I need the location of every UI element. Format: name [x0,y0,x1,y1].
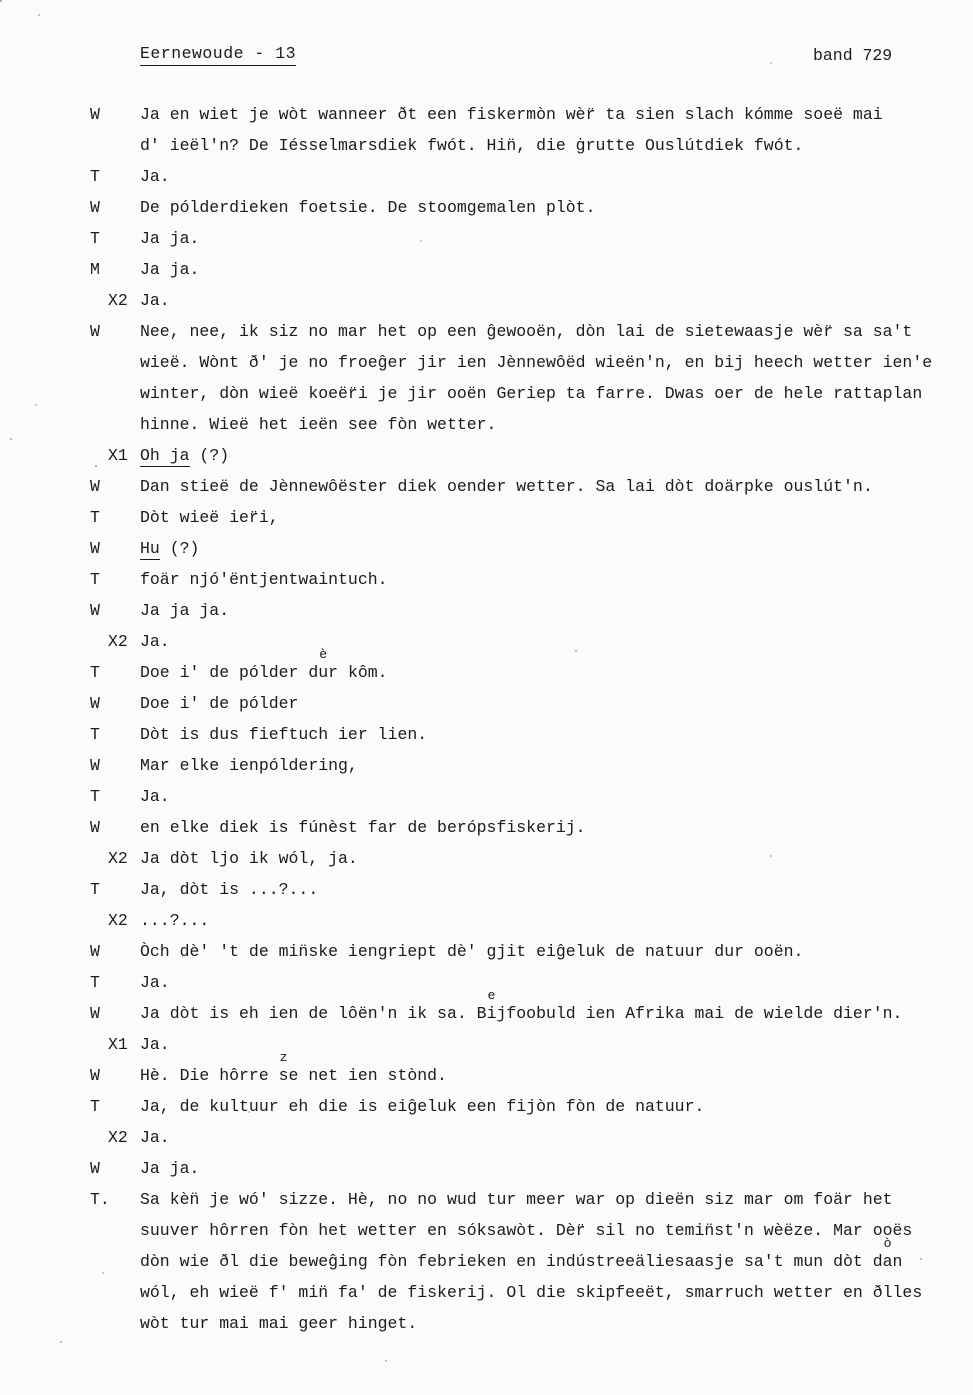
dialogue-turn [90,223,958,254]
text-segment: hinne. Wieë het ieën see fòn wetter. [140,415,497,434]
speech-text [140,161,958,192]
text-segment: suuver hôrren fòn het wetter en sóksawòt. Dèr̈ sil no temin̈st'n wèëze. Mar ooës [140,1221,913,1240]
speech-text [140,192,958,223]
speaker-label: X2 [108,632,128,651]
speaker-label: W [90,1004,100,1023]
dialogue-turn [90,812,958,843]
speech-text [140,688,958,719]
speaker-label: W [90,198,100,217]
dialogue-turn [90,843,958,874]
speech-text [140,316,958,440]
speech-text [140,874,958,905]
speech-text [140,471,958,502]
speaker-label: X2 [108,1128,128,1147]
page-title: Eernewoude - 13 [140,44,296,66]
dialogue-line [140,1184,958,1215]
dialogue-line [140,409,958,440]
dialogue-turn [90,440,958,471]
dialogue-line [140,99,958,130]
speech-text [140,1091,958,1122]
inserted-char-above: i e [486,988,497,1023]
dialogue-line [140,719,958,750]
dialogue-line [140,750,958,781]
dialogue-turn [90,750,958,781]
dialogue-turn [90,936,958,967]
speaker-label: T [90,663,100,682]
dialogue-line [140,1029,958,1060]
dialogue-line [140,471,958,502]
speaker-label: W [90,1066,100,1085]
dialogue-line [140,647,958,688]
text-segment: wól, eh wieë f' min̈ fa' de fiskerij. Ol die skipfeeët, smarruch wetter en ðlles [140,1283,923,1302]
speech-text [140,1029,958,1060]
text-segment: Ja ja ja. [140,601,230,620]
speech-text [140,626,958,657]
text-segment: Ja ja. [140,260,200,279]
text-segment: Ja, de kultuur eh die is eiĝeluk een fijòn fòn de natuur. [140,1097,705,1116]
text-segment: Doe i' de pólder [140,694,299,713]
text-segment: Mar elke ienpóldering, [140,756,358,775]
dialogue-turn [90,161,958,192]
dialogue-line [140,874,958,905]
text-segment: Ja. [140,1035,170,1054]
dialogue-turn [90,1184,958,1339]
speech-text [140,905,958,936]
dialogue-line [140,843,958,874]
text-segment: foär njó'ëntjentwaintuch. [140,570,388,589]
text-segment: Ja ja. [140,1159,200,1178]
dialogue-line [140,161,958,192]
speaker-label: T [90,167,100,186]
text-segment: Ja. [140,1128,170,1147]
dialogue-turn [90,1091,958,1122]
text-segment: Dan stieë de Jènnewôëster diek oender wetter. Sa lai dòt doärpke ouslút'n. [140,477,873,496]
speech-text [140,1122,958,1153]
speech-text [140,564,958,595]
speaker-label: X1 [108,1035,128,1054]
speech-text [140,750,958,781]
speaker-label: T [90,725,100,744]
dialogue-line [140,192,958,223]
speaker-label: W [90,942,100,961]
dialogue-turn [90,719,958,750]
dialogue-line [140,285,958,316]
dialogue-line [140,1236,958,1277]
scan-artifacts [0,0,2,2]
speaker-label: W [90,818,100,837]
text-segment: ...?... [140,911,210,930]
speech-text [140,936,958,967]
inserted-char-above: s z [278,1050,289,1085]
text-segment: e net ien stònd. [288,1066,447,1085]
dialogue-turn [90,626,958,657]
speech-text [140,781,958,812]
speech-text [140,595,958,626]
dialogue-line [140,1277,958,1308]
text-segment: Hè. Die hôrre [140,1066,279,1085]
speaker-label: W [90,756,100,775]
text-segment: Ja. [140,632,170,651]
dialogue-turn [90,647,958,688]
speech-text [140,988,958,1029]
speech-text [140,440,958,471]
dialogue-line [140,905,958,936]
dialogue-line [140,936,958,967]
speaker-label: T. [90,1190,110,1209]
dialogue-turn [90,502,958,533]
text-segment: Òch dè' 't de min̈ske iengriept dè' gjit eiĝeluk de natuur dur ooën. [140,942,804,961]
speech-text [140,1184,958,1339]
text-segment: en elke diek is fúnèst far de berópsfiskerij. [140,818,586,837]
dialogue-line [140,316,958,347]
dialogue-turn [90,1122,958,1153]
text-segment: Ja en wiet je wòt wanneer ðt een fiskermòn wèr̈ ta sien slach kómme soeë mai [140,105,883,124]
dialogue-turn [90,99,958,161]
text-segment: jfoobuld ien Afrika mai de wielde dier'n. [496,1004,903,1023]
speaker-label: W [90,539,100,558]
underlined-text: Oh ja [140,446,190,465]
speaker-label: W [90,322,100,341]
text-segment: d' ieël'n? De Iésselmarsdiek fwót. Hin̈, die ġrutte Ouslútdiek fwót. [140,136,804,155]
dialogue-line [140,626,958,657]
speaker-label: W [90,1159,100,1178]
dialogue-line [140,254,958,285]
speaker-label: X1 [108,446,128,465]
dialogue-turn [90,254,958,285]
dialogue-turn [90,874,958,905]
speech-text [140,647,958,688]
text-segment: Ja dòt is eh ien de lôën'n ik sa. B [140,1004,487,1023]
speech-text [140,719,958,750]
dialogue-line [140,502,958,533]
text-segment: Dòt wieë ier̈i, [140,508,279,527]
dialogue-turn [90,564,958,595]
speaker-label: T [90,1097,100,1116]
speaker-label: T [90,229,100,248]
text-segment: dòn wie ðl die beweĝing fòn febrieken en indústreeäliesaasje sa't mun dòt d [140,1252,883,1271]
speech-text [140,285,958,316]
dialogue-turn [90,988,958,1029]
speaker-label: M [90,260,100,279]
dialogue-line [140,533,958,564]
text-segment: wieë. Wònt ð' je no froeĝer jir ien Jènnewôëd wieën'n, en bij heech wetter ien'e [140,353,933,372]
dialogue-line [140,1091,958,1122]
dialogue-turn [90,285,958,316]
speaker-label: T [90,787,100,806]
dialogue-line [140,1122,958,1153]
dialogue-turn [90,533,958,564]
dialogue-turn [90,471,958,502]
speaker-label: W [90,477,100,496]
speech-text [140,223,958,254]
dialogue-line [140,1153,958,1184]
speaker-label: W [90,105,100,124]
text-segment: Nee, nee, ik siz no mar het op een ĝewooën, dòn lai de sietewaasje wèr̈ sa sa't [140,322,913,341]
dialogue [90,99,958,1339]
text-segment: Ja dòt ljo ik wól, ja. [140,849,358,868]
dialogue-turn [90,1153,958,1184]
inserted-char-above: u è [318,647,329,682]
speech-text [140,99,958,161]
dialogue-turn [90,967,958,998]
dialogue-line [140,440,958,471]
text-segment: De pólderdieken foetsie. De stoomgemalen plòt. [140,198,596,217]
speaker-label: X2 [108,911,128,930]
text-segment: Ja. [140,787,170,806]
dialogue-turn [90,316,958,440]
dialogue-line [140,564,958,595]
underlined-text: Hu [140,539,160,558]
dialogue-line [140,1050,958,1091]
text-segment: r kôm. [328,663,388,682]
speaker-label: W [90,694,100,713]
text-segment: (?) [189,446,230,465]
dialogue-turn [90,688,958,719]
speech-text [140,967,958,998]
text-segment: Ja. [140,167,170,186]
speech-text [140,843,958,874]
inserted-char-above: a ò [882,1236,893,1271]
text-segment: Ja, dòt is ...?... [140,880,319,899]
text-segment: Dòt is dus fieftuch ier lien. [140,725,428,744]
text-segment: n [892,1252,903,1271]
dialogue-line [140,223,958,254]
text-segment: Doe i' de pólder d [140,663,319,682]
dialogue-line [140,988,958,1029]
dialogue-line [140,595,958,626]
speech-text [140,533,958,564]
dialogue-turn [90,781,958,812]
dialogue-turn [90,1029,958,1060]
text-segment: Ja. [140,973,170,992]
speaker-label: T [90,973,100,992]
dialogue-turn [90,1050,958,1091]
text-segment: (?) [159,539,200,558]
dialogue-line [140,347,958,378]
speaker-label: T [90,570,100,589]
speech-text [140,254,958,285]
speaker-label: T [90,880,100,899]
dialogue-line [140,781,958,812]
text-segment: winter, dòn wieë koeër̈i je jir ooën Geriep ta farre. Dwas oer de hele rattaplan [140,384,923,403]
speaker-label: T [90,508,100,527]
speaker-label: W [90,601,100,620]
dialogue-line [140,1308,958,1339]
text-segment: Sa kèn̈ je wó' sizze. Hè, no no wud tur meer war op dieën siz mar om foär het [140,1190,893,1209]
speech-text [140,502,958,533]
band-number: band 729 [813,46,893,65]
speech-text [140,1050,958,1091]
dialogue-line [140,967,958,998]
dialogue-turn [90,905,958,936]
speaker-label: X2 [108,291,128,310]
speech-text [140,812,958,843]
dialogue-line [140,1215,958,1246]
dialogue-line [140,378,958,409]
text-segment: Ja. [140,291,170,310]
dialogue-line [140,812,958,843]
speech-text [140,1153,958,1184]
dialogue-turn [90,595,958,626]
dialogue-turn [90,192,958,223]
text-segment: Ja ja. [140,229,200,248]
dialogue-line [140,688,958,719]
dialogue-line [140,130,958,161]
text-segment: wòt tur mai mai geer hinget. [140,1314,418,1333]
speaker-label: X2 [108,849,128,868]
